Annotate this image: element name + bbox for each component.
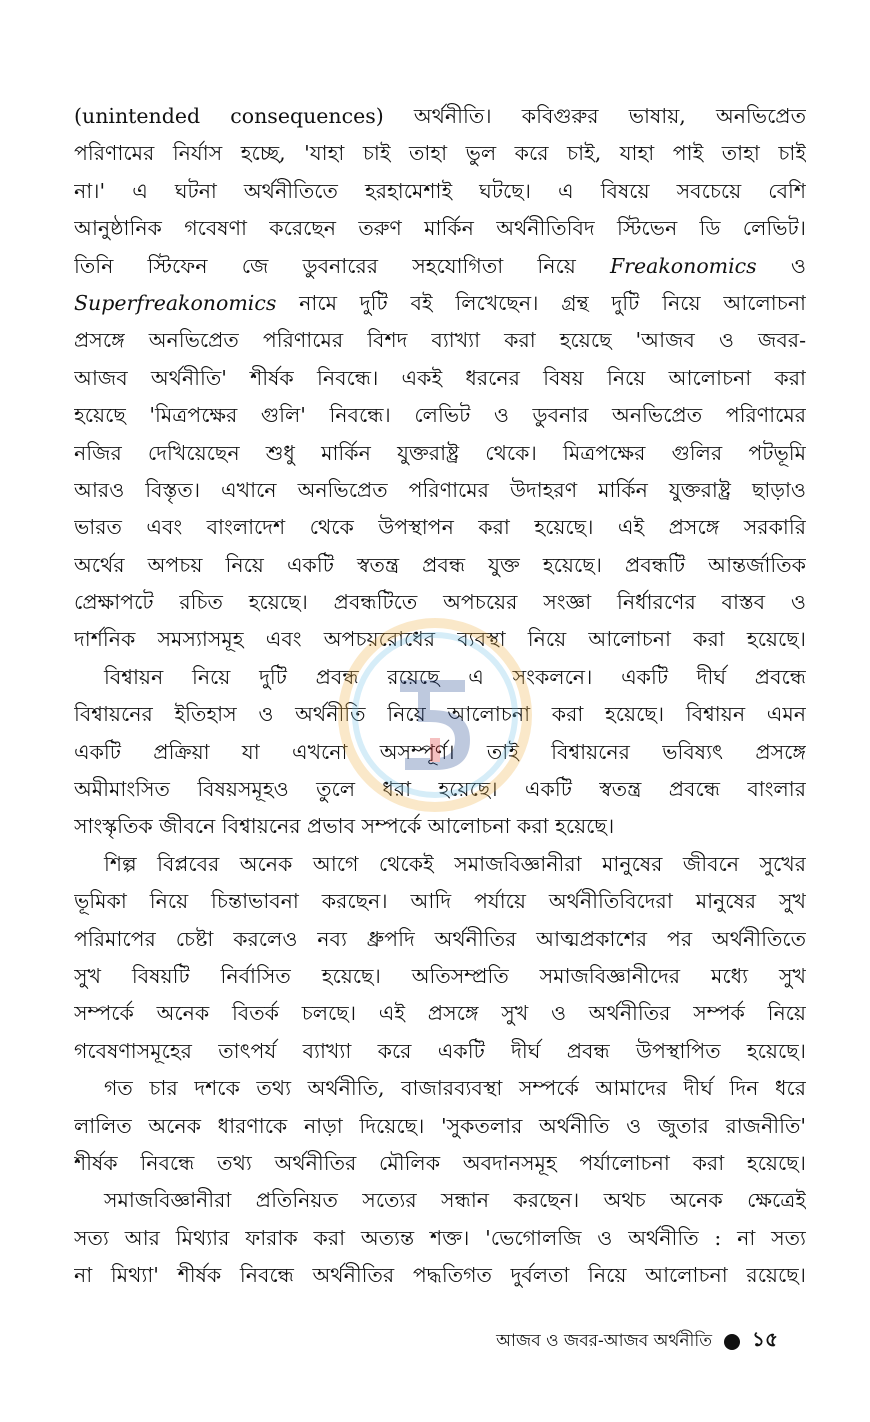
text-line: না।' এ ঘটনা অর্থনীতিতে হরহামেশাই ঘটছে। এ বিষয়ে সবচেয়ে বেশি [74, 178, 806, 203]
text-line: সুখ বিষয়টি নির্বাসিত হয়েছে। অতিসম্প্রতি সমাজবিজ্ঞানীদের মধ্যে সুখ [74, 963, 806, 988]
text-line: না মিথ্যা' শীর্ষক নিবন্ধে অর্থনীতির পদ্ধতিগত দুর্বলতা নিয়ে আলোচনা রয়েছে। [74, 1263, 806, 1288]
text-line: বিশ্বায়ন নিয়ে দুটি প্রবন্ধ রয়েছে এ সংকলনে। একটি দীর্ঘ প্রবন্ধে [104, 664, 806, 689]
paragraph-5 [74, 1182, 806, 1294]
text-line: নজির দেখিয়েছেন শুধু মার্কিন যুক্তরাষ্ট্র থেকে। মিত্রপক্ষের গুলির পটভূমি [74, 440, 806, 465]
text-line: অমীমাংসিত বিষয়সমূহও তুলে ধরা হয়েছে। একটি স্বতন্ত্র প্রবন্ধে বাংলার [74, 777, 806, 802]
text-line: গত চার দশকে তথ্য অর্থনীতি, বাজারব্যবস্থা সম্পর্কে আমাদের দীর্ঘ দিন ধরে [104, 1076, 806, 1101]
body-text [74, 98, 806, 1295]
text-line: পরিমাপের চেষ্টা করলেও নব্য ধ্রুপদি অর্থনীতির আত্মপ্রকাশের পর অর্থনীতিতে [74, 926, 806, 951]
text-line: (unintended consequences) অর্থনীতি। কবিগুরুর ভাষায়, অনভিপ্রেত [74, 104, 806, 128]
text-line: Superfreakonomics নামে দুটি বই লিখেছেন। গ্রন্থ দুটি নিয়ে আলোচনা [74, 290, 806, 315]
book-title: Superfreakonomics [74, 290, 277, 315]
book-title: Freakonomics [610, 253, 757, 278]
text-line: একটি প্রক্রিয়া যা এখনো অসম্পূর্ণ। তাই বিশ্বায়নের ভবিষ্যৎ প্রসঙ্গে [74, 739, 806, 764]
page-footer [496, 1325, 778, 1358]
paragraph-4 [74, 1070, 806, 1182]
text-line: প্রসঙ্গে অনভিপ্রেত পরিণামের বিশদ ব্যাখ্যা করা হয়েছে 'আজব ও জবর- [74, 328, 806, 353]
text-line: ভূমিকা নিয়ে চিন্তাভাবনা করছেন। আদি পর্যায়ে অর্থনীতিবিদেরা মানুষের সুখ [74, 889, 806, 914]
paragraph-3 [74, 846, 806, 1070]
text-line: দার্শনিক সমস্যাসমূহ এবং অপচয়রোধের ব্যবস্থা নিয়ে আলোচনা করা হয়েছে। [74, 627, 806, 652]
text-line: গবেষণাসমূহের তাৎপর্য ব্যাখ্যা করে একটি দীর্ঘ প্রবন্ধ উপস্থাপিত হয়েছে। [74, 1038, 806, 1063]
text-line: শীর্ষক নিবন্ধে তথ্য অর্থনীতির মৌলিক অবদানসমূহ পর্যালোচনা করা হয়েছে। [74, 1150, 806, 1175]
text-line: সমাজবিজ্ঞানীরা প্রতিনিয়ত সত্যের সন্ধান করছেন। অথচ অনেক ক্ষেত্রেই [104, 1188, 806, 1213]
text-line: আনুষ্ঠানিক গবেষণা করেছেন তরুণ মার্কিন অর্থনীতিবিদ স্টিভেন ডি লেভিট। [74, 216, 806, 241]
text-line: আজব অর্থনীতি' শীর্ষক নিবন্ধে। একই ধরনের বিষয় নিয়ে আলোচনা করা [74, 365, 806, 390]
text-line: অর্থের অপচয় নিয়ে একটি স্বতন্ত্র প্রবন্ধ যুক্ত হয়েছে। প্রবন্ধটি আন্তর্জাতিক [74, 552, 806, 577]
paragraph-1 [74, 98, 806, 659]
text-line: সত্য আর মিথ্যার ফারাক করা অত্যন্ত শক্ত। 'ভেগোলজি ও অর্থনীতি : না সত্য [74, 1225, 806, 1250]
text-line: বিশ্বায়নের ইতিহাস ও অর্থনীতি নিয়ে আলোচনা করা হয়েছে। বিশ্বায়ন এমন [74, 702, 806, 727]
paragraph-2 [74, 659, 806, 846]
text-line: লালিত অনেক ধারণাকে নাড়া দিয়েছে। 'সুকতলার অর্থনীতি ও জুতার রাজনীতি' [74, 1113, 806, 1138]
text-line: পরিণামের নির্যাস হচ্ছে, 'যাহা চাই তাহা ভুল করে চাই, যাহা পাই তাহা চাই [74, 141, 806, 166]
text-line: ভারত এবং বাংলাদেশ থেকে উপস্থাপন করা হয়েছে। এই প্রসঙ্গে সরকারি [74, 515, 806, 540]
text-line: শিল্প বিপ্লবের অনেক আগে থেকেই সমাজবিজ্ঞানীরা মানুষের জীবনে সুখের [104, 851, 806, 876]
text-line: প্রেক্ষাপটে রচিত হয়েছে। প্রবন্ধটিতে অপচয়ের সংজ্ঞা নির্ধারণের বাস্তব ও [74, 590, 806, 615]
text-line: হয়েছে 'মিত্রপক্ষের গুলি' নিবন্ধে। লেভিট ও ডুবনার অনভিপ্রেত পরিণামের [74, 403, 806, 428]
text-line: আরও বিস্তৃত। এখানে অনভিপ্রেত পরিণামের উদাহরণ মার্কিন যুক্তরাষ্ট্র ছাড়াও [74, 477, 806, 502]
text-line: সাংস্কৃতিক জীবনে বিশ্বায়নের প্রভাব সম্পর্কে আলোচনা করা হয়েছে। [74, 814, 615, 839]
page-number: ১৫ [752, 1327, 778, 1351]
text-line: তিনি স্টিফেন জে ডুবনারের সহযোগিতা নিয়ে Freakonomics ও [74, 253, 806, 278]
text-line: সম্পর্কে অনেক বিতর্ক চলছে। এই প্রসঙ্গে সুখ ও অর্থনীতির সম্পর্ক নিয়ে [74, 1001, 806, 1026]
running-title: আজব ও জবর-আজব অর্থনীতি [496, 1330, 713, 1351]
bullet-icon [724, 1334, 740, 1350]
